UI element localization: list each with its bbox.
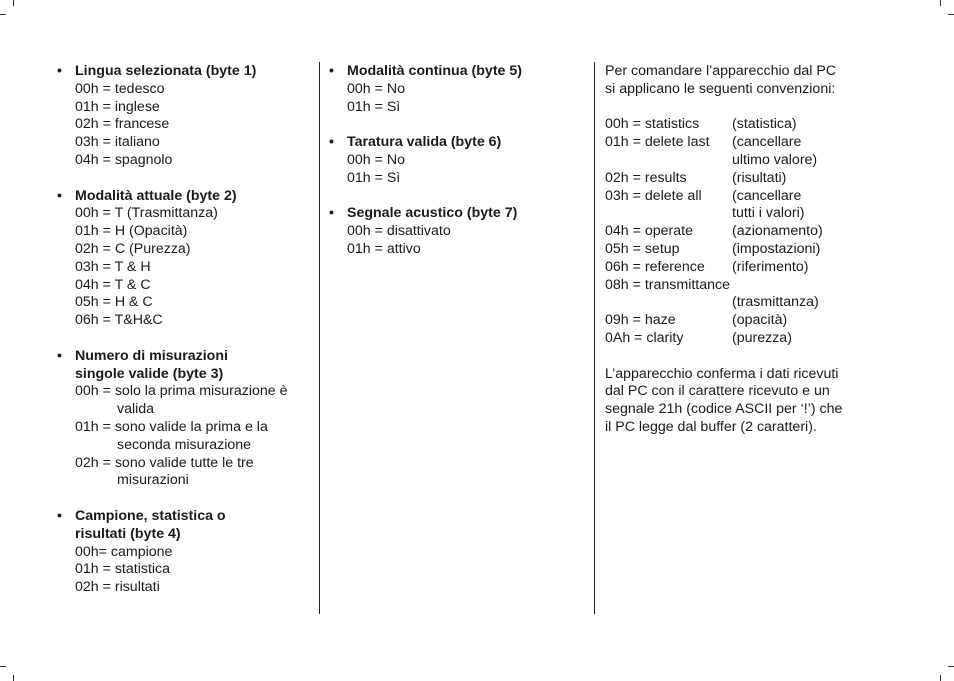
command-row	[605, 188, 875, 224]
option-text: 00h = disattivato	[347, 223, 451, 240]
option-item	[75, 259, 307, 277]
option-item	[75, 383, 307, 419]
command-code: 05h = setup	[605, 240, 680, 257]
crop-mark-top-right-h	[948, 14, 954, 15]
option-text: 01h = sono valide la prima e la	[75, 418, 268, 435]
section	[57, 63, 307, 170]
heading-line: Lingua selezionata (byte 1)	[75, 63, 257, 79]
option-text: 01h = Sì	[347, 169, 401, 186]
section	[57, 188, 307, 330]
description-line: tutti i valori)	[732, 205, 805, 222]
intro-line: Per comandare l’apparecchio dal PC	[605, 63, 837, 79]
option-item	[75, 134, 307, 152]
option-item	[75, 579, 307, 597]
section-heading	[329, 205, 579, 223]
intro-paragraph	[605, 63, 875, 99]
section	[329, 134, 579, 187]
command-code: 08h = transmittance	[605, 276, 730, 293]
description-line: ultimo valore)	[732, 151, 818, 168]
description-line: (cancellare	[732, 134, 802, 151]
command-description	[732, 170, 875, 188]
bullet-icon: •	[57, 507, 62, 524]
section-heading	[329, 63, 579, 81]
option-item	[75, 99, 307, 117]
command-row	[605, 134, 875, 170]
option-item	[75, 419, 307, 455]
section-heading	[57, 508, 307, 544]
heading-line: risultati (byte 4)	[75, 525, 181, 542]
command-code: 02h = results	[605, 169, 687, 186]
command-description	[732, 134, 875, 170]
command-code: 01h = delete last	[605, 134, 710, 151]
command-description	[732, 277, 875, 313]
command-code: 09h = haze	[605, 312, 676, 329]
command-description	[732, 330, 875, 348]
option-text: 00h = No	[347, 80, 405, 97]
option-list	[329, 223, 579, 259]
option-text: 04h = T & C	[75, 276, 151, 293]
option-text: 02h = francese	[75, 116, 170, 133]
option-item	[75, 544, 307, 562]
bullet-icon: •	[57, 187, 62, 204]
command-description	[732, 116, 875, 134]
option-item	[347, 81, 579, 99]
description-line: (azionamento)	[732, 223, 823, 240]
option-list	[329, 152, 579, 188]
outro-paragraph	[605, 366, 875, 437]
option-item	[75, 223, 307, 241]
description-line: (risultati)	[732, 169, 787, 186]
heading-line: Numero di misurazioni	[75, 347, 228, 364]
heading-line: Modalità attuale (byte 2)	[75, 187, 237, 204]
option-item	[75, 241, 307, 259]
crop-mark-bottom-left-h	[0, 666, 6, 667]
option-list	[57, 205, 307, 330]
option-continuation: misurazioni	[117, 472, 189, 489]
command-description	[732, 259, 875, 277]
section-heading	[329, 134, 579, 152]
option-item	[75, 294, 307, 312]
option-list	[57, 81, 307, 170]
description-line: (impostazioni)	[732, 240, 821, 257]
crop-mark-bottom-right-h	[948, 666, 954, 667]
description-line: (trasmittanza)	[732, 294, 819, 311]
heading-line: Taratura valida (byte 6)	[347, 134, 502, 151]
heading-line: Segnale acustico (byte 7)	[347, 205, 518, 222]
description-line: (cancellare	[732, 187, 802, 204]
bullet-icon: •	[329, 63, 334, 79]
option-text: 01h = H (Opacità)	[75, 223, 188, 240]
outro-line: dal PC con il carattere ricevuto e un	[605, 383, 830, 400]
bullet-icon: •	[329, 134, 334, 151]
option-text: 02h = C (Purezza)	[75, 240, 191, 257]
option-item	[75, 561, 307, 579]
option-text: 00h= campione	[75, 543, 173, 560]
crop-mark-top-left-v	[13, 0, 14, 6]
crop-mark-bottom-right-v	[940, 675, 941, 681]
column-3	[605, 63, 875, 455]
column-divider-right	[594, 62, 595, 614]
option-text: 03h = T & H	[75, 258, 151, 275]
command-row	[605, 330, 875, 348]
option-continuation: valida	[117, 401, 155, 418]
option-item	[347, 99, 579, 117]
command-code: 00h = statistics	[605, 116, 700, 133]
column-divider-left	[319, 62, 320, 614]
option-item	[75, 81, 307, 99]
command-row	[605, 312, 875, 330]
bullet-icon: •	[57, 63, 62, 79]
command-table	[605, 116, 875, 347]
command-row	[605, 241, 875, 259]
option-text: 00h = T (Trasmittanza)	[75, 205, 218, 222]
description-line	[732, 277, 875, 295]
bullet-icon: •	[57, 347, 62, 364]
option-text: 00h = No	[347, 151, 405, 168]
option-text: 02h = risultati	[75, 579, 160, 596]
section	[329, 63, 579, 116]
command-row	[605, 116, 875, 134]
section-heading	[57, 63, 307, 81]
option-item	[75, 277, 307, 295]
command-row	[605, 277, 875, 313]
option-text: 05h = H & C	[75, 294, 153, 311]
option-text: 01h = attivo	[347, 240, 421, 257]
section	[57, 508, 307, 597]
description-line: (statistica)	[732, 116, 797, 133]
command-description	[732, 241, 875, 259]
command-row	[605, 170, 875, 188]
option-text: 01h = statistica	[75, 561, 171, 578]
option-list	[329, 81, 579, 117]
section-heading	[57, 188, 307, 206]
option-list	[57, 544, 307, 597]
option-text: 00h = tedesco	[75, 80, 165, 97]
command-code: 03h = delete all	[605, 187, 702, 204]
option-continuation: seconda misurazione	[117, 436, 252, 453]
option-item	[347, 241, 579, 259]
heading-line: Modalità continua (byte 5)	[347, 63, 522, 79]
command-row	[605, 223, 875, 241]
command-row	[605, 259, 875, 277]
command-code: 0Ah = clarity	[605, 329, 684, 346]
option-text: 03h = italiano	[75, 134, 160, 151]
option-item	[75, 152, 307, 170]
option-text: 06h = T&H&C	[75, 312, 163, 329]
option-text: 02h = sono valide tutte le tre	[75, 454, 254, 471]
option-text: 00h = solo la prima misurazione è	[75, 383, 288, 400]
option-item	[75, 312, 307, 330]
description-line: (opacità)	[732, 312, 788, 329]
option-list	[57, 383, 307, 490]
option-text: 04h = spagnolo	[75, 151, 173, 168]
option-item	[347, 170, 579, 188]
column-1	[57, 63, 307, 615]
option-text: 01h = Sì	[347, 98, 401, 115]
description-line: (riferimento)	[732, 258, 809, 275]
outro-line: segnale 21h (codice ASCII per ‘!’) che	[605, 401, 843, 418]
outro-line: il PC legge dal buffer (2 caratteri).	[605, 418, 817, 435]
command-description	[732, 312, 875, 330]
crop-mark-top-left-h	[0, 14, 6, 15]
command-code: 04h = operate	[605, 223, 693, 240]
bullet-icon: •	[329, 205, 334, 222]
command-description	[732, 223, 875, 241]
heading-line: singole valide (byte 3)	[75, 365, 224, 382]
command-description	[732, 188, 875, 224]
command-code: 06h = reference	[605, 258, 705, 275]
crop-mark-top-right-v	[940, 0, 941, 6]
option-item	[347, 152, 579, 170]
option-item	[75, 455, 307, 491]
option-item	[75, 116, 307, 134]
intro-line: si applicano le seguenti convenzioni:	[605, 80, 836, 97]
section	[329, 205, 579, 258]
column-2	[329, 63, 579, 277]
option-item	[347, 223, 579, 241]
description-line: (purezza)	[732, 329, 792, 346]
option-text: 01h = inglese	[75, 98, 160, 115]
crop-mark-bottom-left-v	[13, 675, 14, 681]
outro-line: L’apparecchio conferma i dati ricevuti	[605, 365, 839, 382]
section-heading	[57, 348, 307, 384]
heading-line: Campione, statistica o	[75, 507, 226, 524]
option-item	[75, 205, 307, 223]
section	[57, 348, 307, 490]
